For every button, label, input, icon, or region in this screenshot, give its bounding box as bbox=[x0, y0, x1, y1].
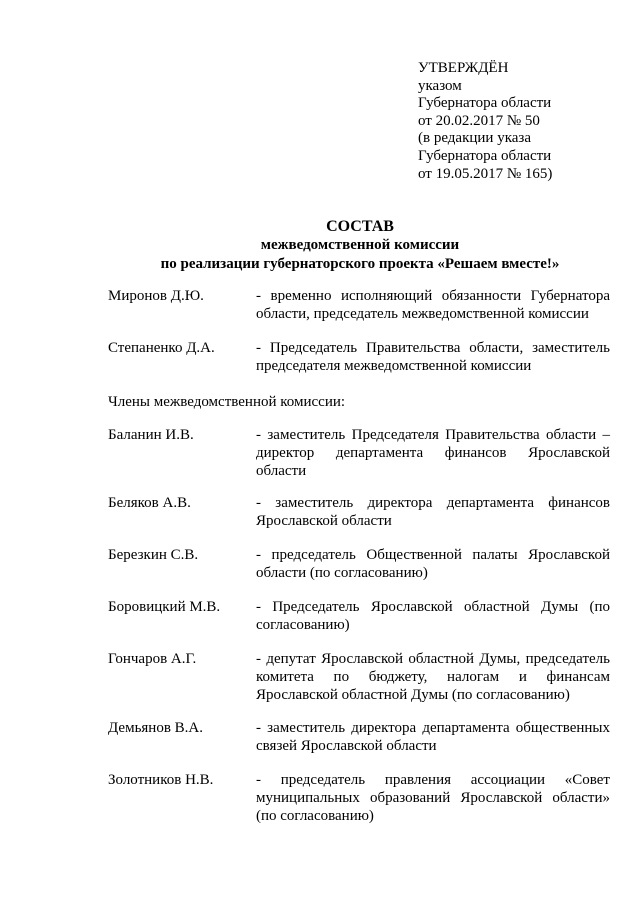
approval-line: указом bbox=[418, 77, 462, 94]
approval-line: от 20.02.2017 № 50 bbox=[418, 112, 540, 129]
title-line: по реализации губернаторского проекта «Решаем вместе!» bbox=[160, 256, 560, 272]
commission-member bbox=[108, 598, 610, 634]
member-name: Боровицкий М.В. bbox=[108, 599, 221, 615]
member-role: - Председатель Ярославской областной Думы (по согласованию) bbox=[256, 599, 610, 633]
commission-member bbox=[108, 494, 610, 530]
member-role: - депутат Ярославской областной Думы, председатель комитета по бюджету, налогам и финансам Ярославской областной Думы (по согласованию) bbox=[256, 651, 610, 703]
approval-line: УТВЕРЖДЁН bbox=[418, 60, 509, 76]
member-name: Беляков А.В. bbox=[108, 495, 191, 511]
commission-member bbox=[108, 426, 610, 480]
approval-stamp bbox=[418, 60, 552, 183]
approval-line: Губернатора области bbox=[418, 147, 552, 164]
member-role: - заместитель директора департамента общественных связей Ярославской области bbox=[256, 720, 610, 754]
member-name: Золотников Н.В. bbox=[108, 772, 214, 788]
member-name: Гончаров А.Г. bbox=[108, 651, 197, 667]
members-heading: Члены межведомственной комиссии: bbox=[108, 394, 346, 410]
member-name: Миронов Д.Ю. bbox=[108, 288, 204, 304]
document-title bbox=[100, 217, 620, 274]
title-line: межведомственной комиссии bbox=[260, 237, 460, 253]
title-line: СОСТАВ bbox=[326, 218, 394, 235]
member-name: Баланин И.В. bbox=[108, 427, 194, 443]
member-role: - председатель Общественной палаты Ярославской области (по согласованию) bbox=[256, 547, 610, 581]
approval-line: от 19.05.2017 № 165) bbox=[418, 165, 553, 182]
commission-member bbox=[108, 650, 610, 704]
member-role: - заместитель директора департамента финансов Ярославской области bbox=[256, 495, 610, 529]
member-name: Демьянов В.А. bbox=[108, 720, 204, 736]
commission-deputy-chair bbox=[108, 339, 610, 375]
member-role: - председатель правления ассоциации «Совет муниципальных образований Ярославской области» (по согласованию) bbox=[256, 772, 610, 824]
commission-member bbox=[108, 719, 610, 755]
commission-chair bbox=[108, 287, 610, 323]
commission-member bbox=[108, 546, 610, 582]
approval-line: Губернатора области bbox=[418, 95, 552, 112]
member-name: Березкин С.В. bbox=[108, 547, 199, 563]
approval-line: (в редакции указа bbox=[418, 130, 531, 147]
commission-member bbox=[108, 771, 610, 825]
member-role: - заместитель Председателя Правительства области – директор департамента финансов Ярославской области bbox=[256, 427, 610, 479]
member-name: Степаненко Д.А. bbox=[108, 340, 215, 356]
member-role: - временно исполняющий обязанности Губернатора области, председатель межведомственной комиссии bbox=[256, 288, 610, 322]
member-role: - Председатель Правительства области, заместитель председателя межведомственной комиссии bbox=[256, 340, 610, 374]
